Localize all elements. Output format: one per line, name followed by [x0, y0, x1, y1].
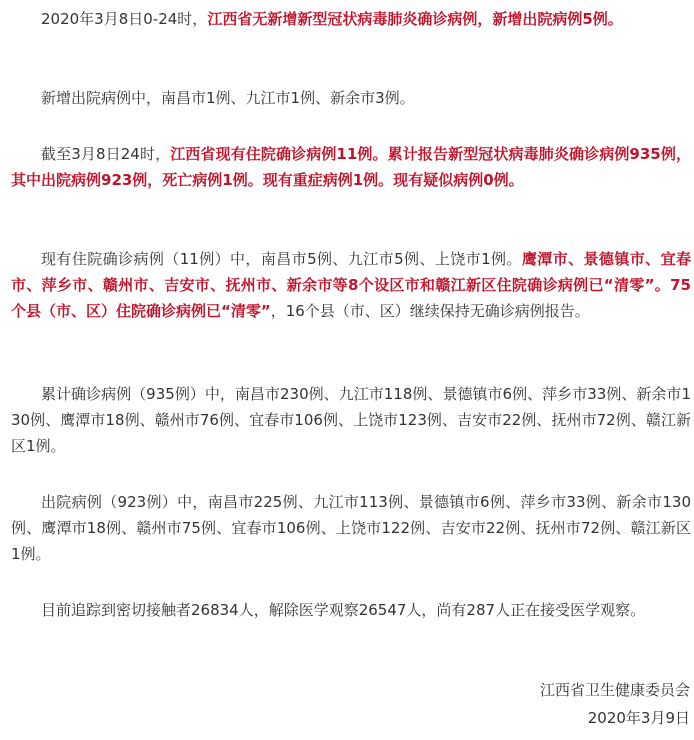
paragraph-new-discharges: [11, 85, 691, 111]
cumulative-distribution-text: 累计确诊病例（935例）中，南昌市230例、九江市118例、景德镇市6例、萍乡市33例、新余市130例、鹰潭市18例、赣州市76例、宜春市106例、上饶市123例、吉安市22例、抚州市72例、赣江新区1例。: [11, 385, 691, 455]
discharge-distribution-text: 出院病例（923例）中，南昌市225例、九江市113例、景德镇市6例、萍乡市33例、新余市130例、鹰潭市18例、赣州市75例、宜春市106例、上饶市122例、吉安市22例、抚州市72例、赣江新区1例。: [11, 493, 691, 563]
new-discharges-text: 新增出院病例中，南昌市1例、九江市1例、新余市3例。: [41, 89, 415, 107]
cutoff-time-text: 截至3月8日24时，: [41, 145, 171, 163]
paragraph-cumulative-distribution: [11, 381, 691, 459]
signature-date: 2020年3月9日: [587, 709, 690, 727]
paragraph-cumulative-status: [11, 141, 691, 193]
no-case-counties-text: ，16个县（市、区）继续保持无确诊病例报告。: [270, 302, 590, 320]
close-contacts-text: 目前追踪到密切接触者26834人，解除医学观察26547人，尚有287人正在接受医学观察。: [41, 601, 646, 619]
daily-summary-highlight: 江西省无新增新型冠状病毒肺炎确诊病例，新增出院病例5例。: [207, 10, 623, 28]
paragraph-daily-summary: [11, 6, 691, 32]
paragraph-discharge-distribution: [11, 489, 691, 567]
paragraph-hospitalized-distribution: [11, 246, 691, 324]
signature-organization: 江西省卫生健康委员会: [539, 681, 690, 699]
date-range-text: 2020年3月8日0-24时，: [41, 10, 208, 28]
hospitalized-distribution-text: 现有住院确诊病例（11例）中，南昌市5例、九江市5例、上饶市1例。: [41, 250, 522, 268]
paragraph-close-contacts: [11, 597, 691, 623]
cumulative-status-highlight: 江西省现有住院确诊病例11例。累计报告新型冠状病毒肺炎确诊病例935例，其中出院病例923例，死亡病例1例。现有重症病例1例。现有疑似病例0例。: [11, 145, 691, 189]
cleared-regions-highlight: 鹰潭市、景德镇市、宜春市、萍乡市、赣州市、吉安市、抚州市、新余市等8个设区市和赣江新区住院确诊病例已“清零”。75个县（市、区）住院确诊病例已“清零”: [11, 250, 691, 320]
